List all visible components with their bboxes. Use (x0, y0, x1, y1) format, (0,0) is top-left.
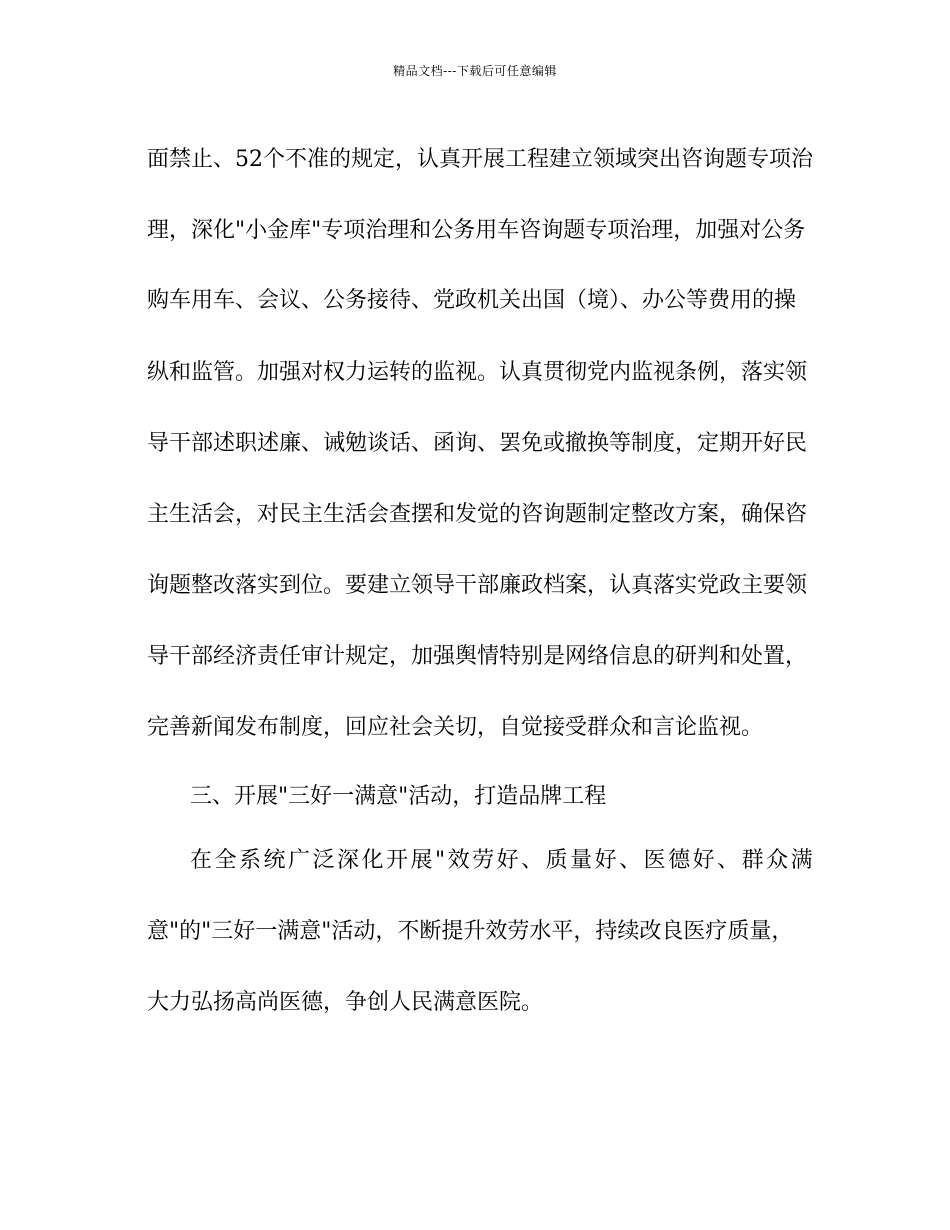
body-line-9: 完善新闻发布制度，回应社会关切，自觉接受群众和言论监视。 (147, 715, 764, 740)
body-line-4: 纵和监管。加强对权力运转的监视。认真贯彻党内监视条例，落实领 (147, 360, 808, 385)
body-line-5: 导干部述职述廉、诫勉谈话、函询、罢免或撤换等制度，定期开好民 (147, 431, 808, 456)
body-line-7: 询题整改落实到位。要建立领导干部廉政档案，认真落实党政主要领 (147, 573, 808, 598)
para2-line-1: 在全系统广泛深化开展"效劳好、质量好、医德好、群众满 (190, 848, 816, 873)
body-line-2: 理，深化"小金库"专项治理和公务用车咨询题专项治理，加强对公务 (147, 218, 806, 243)
body-line-8: 导干部经济责任审计规定，加强舆情特别是网络信息的研判和处置， (147, 644, 808, 669)
section-heading: 三、开展"三好一满意"活动，打造品牌工程 (190, 784, 607, 809)
para2-line-3: 大力弘扬高尚医德，争创人民满意医院。 (147, 990, 544, 1015)
body-line-3: 购车用车、会议、公务接待、党政机关出国（境）、办公等费用的操 (147, 288, 797, 313)
body-line-1: 面禁止、52个不准的规定，认真开展工程建立领域突出咨询题专项治 (147, 147, 813, 172)
para2-line-2: 意"的"三好一满意"活动，不断提升效劳水平，持续改良医疗质量， (147, 919, 794, 944)
page-header: 精品文档---下载后可任意编辑 (393, 64, 557, 78)
body-line-6: 主生活会，对民主生活会查摆和发觉的咨询题制定整改方案，确保咨 (147, 502, 808, 527)
